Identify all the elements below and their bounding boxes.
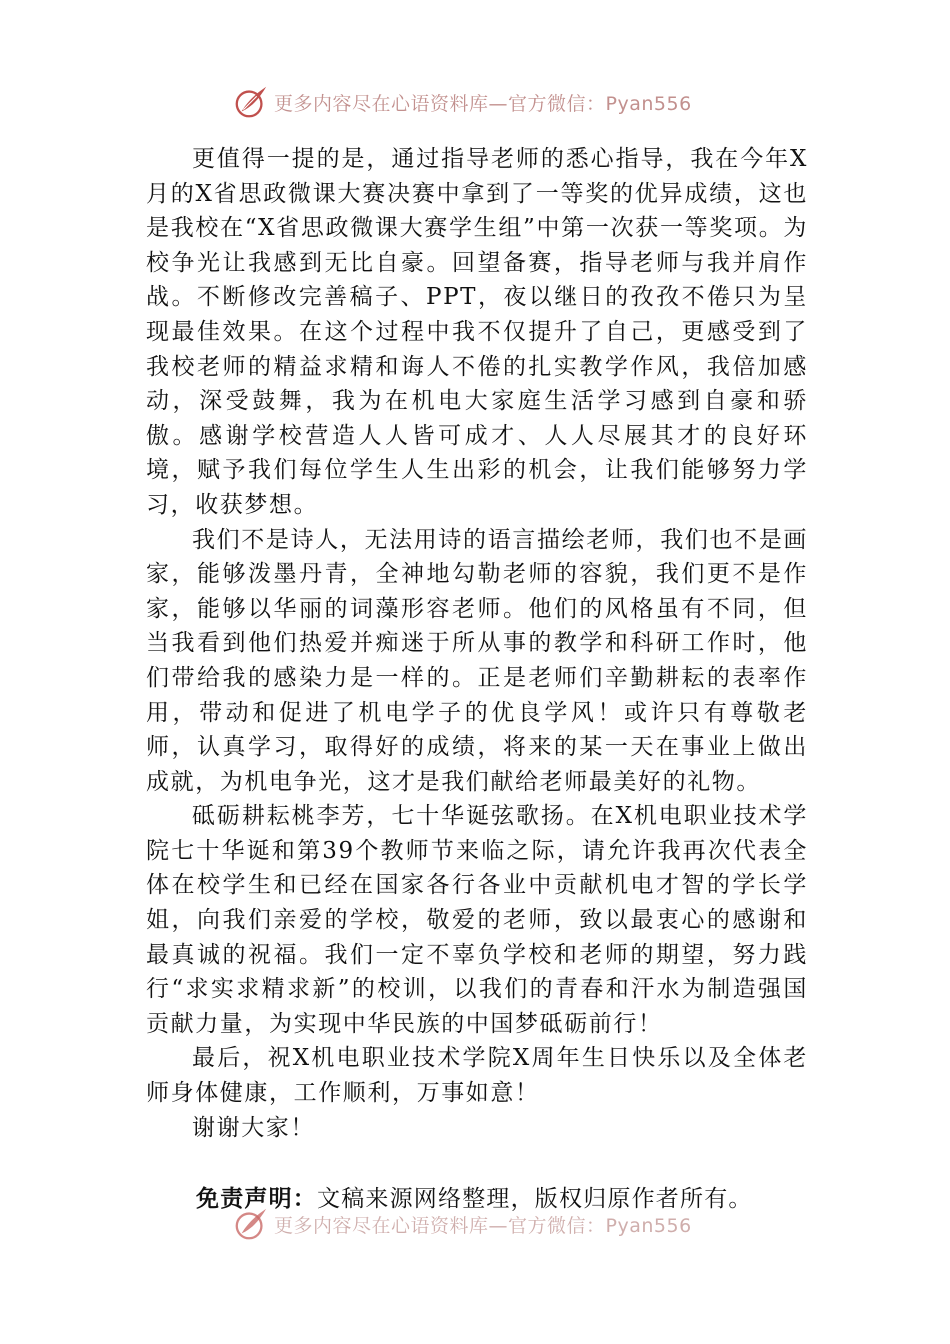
footer-watermark-text: 更多内容尽在心语资料库—官方微信：Pyan556 xyxy=(274,1214,692,1237)
paragraph: 砥砺耕耘桃李芳，七十华诞弦歌扬。在X机电职业技术学院七十华诞和第39个教师节来临之际，请允许我再次代表全体在校学生和已经在国家各行各业中贡献机电才智的学长学姐，向我们亲爱的学校，敬爱的老师，致以最衷心的感谢和最真诚的祝福。我们一定不辜负学校和老师的期望，努力践行“求实求精求新”的校训，以我们的青春和汗水为制造强国贡献力量，为实现中华民族的中国梦砥砺前行！ xyxy=(146,803,808,1037)
quill-logo-icon xyxy=(232,83,270,121)
footer-watermark xyxy=(232,1204,692,1244)
paragraph: 最后，祝X机电职业技术学院X周年生日快乐以及全体老师身体健康，工作顺利，万事如意！ xyxy=(146,1045,808,1107)
disclaimer-text: 文稿来源网络整理，版权归原作者所有。 xyxy=(317,1186,753,1212)
disclaimer-label: 免责声明： xyxy=(196,1186,317,1212)
quill-logo-icon xyxy=(232,1205,270,1243)
header-watermark-text: 更多内容尽在心语资料库—官方微信：Pyan556 xyxy=(274,92,692,115)
header-watermark xyxy=(232,82,692,122)
paragraph: 我们不是诗人，无法用诗的语言描绘老师，我们也不是画家，能够泼墨丹青，全神地勾勒老师的容貌，我们更不是作家，能够以华丽的词藻形容老师。他们的风格虽有不同，但当我看到他们热爱并痴迷于所从事的教学和科研工作时，他们带给我的感染力是一样的。正是老师们辛勤耕耘的表率作用，带动和促进了机电学子的优良学风！或许只有尊敬老师，认真学习，取得好的成绩，将来的某一天在事业上做出成就，为机电争光，这才是我们献给老师最美好的礼物。 xyxy=(146,526,808,795)
paragraph: 更值得一提的是，通过指导老师的悉心指导，我在今年X月的X省思政微课大赛决赛中拿到了一等奖的优异成绩，这也是我校在“X省思政微课大赛学生组”中第一次获一等奖项。为校争光让我感到无比自豪。回望备赛，指导老师与我并肩作战。不断修改完善稿子、PPT，夜以继日的孜孜不倦只为呈现最佳效果。在这个过程中我不仅提升了自己，更感受到了我校老师的精益求精和诲人不倦的扎实教学作风，我倍加感动，深受鼓舞，我为在机电大家庭生活学习感到自豪和骄傲。感谢学校营造人人皆可成才、人人尽展其才的良好环境，赋予我们每位学生人生出彩的机会，让我们能够努力学习，收获梦想。 xyxy=(146,146,808,518)
speech-body xyxy=(146,142,808,1145)
paragraph: 谢谢大家！ xyxy=(192,1114,315,1141)
